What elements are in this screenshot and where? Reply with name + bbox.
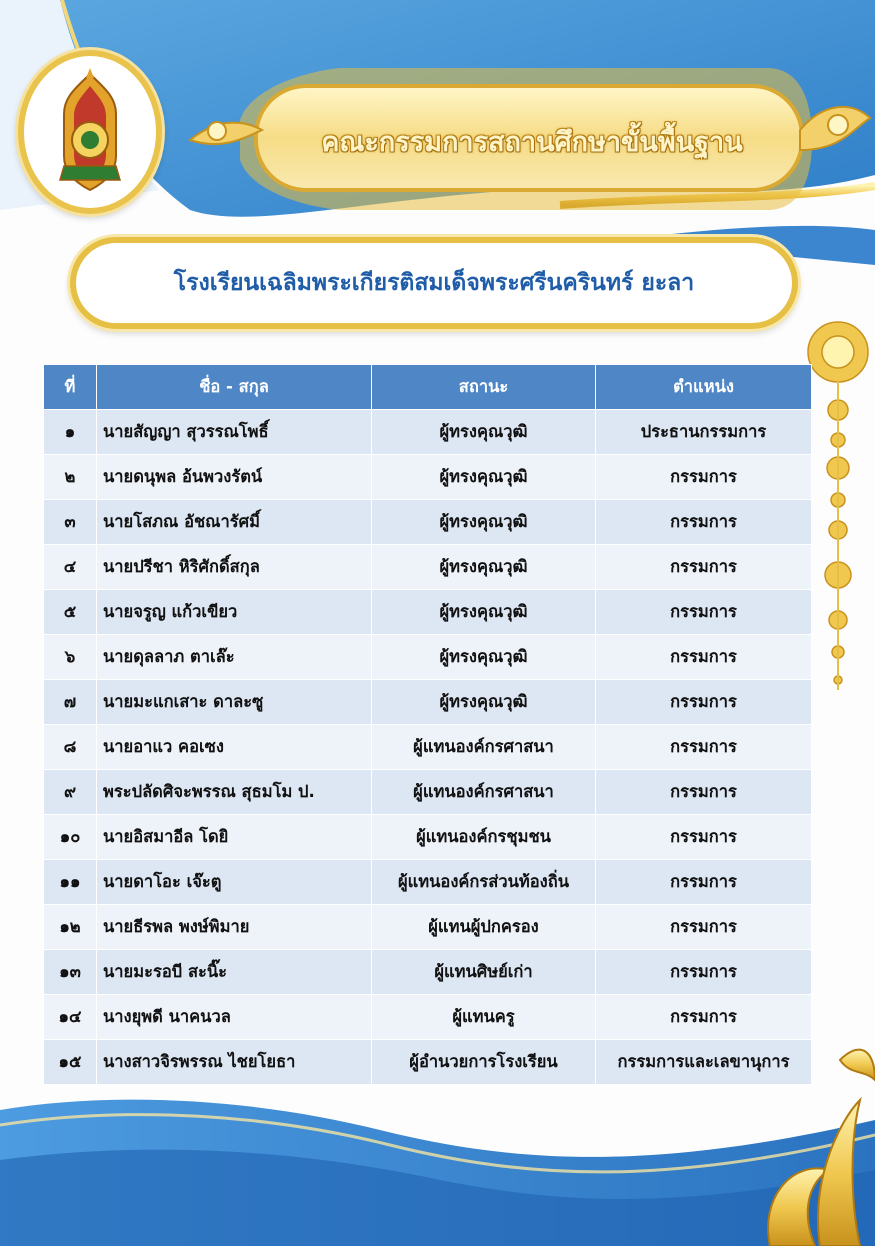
row-no: ๑๐ — [44, 815, 97, 860]
committee-title: คณะกรรมการสถานศึกษาขั้นพื้นฐาน — [321, 126, 743, 158]
row-name: นายโสภณ อัชณารัศมิ์ — [97, 500, 372, 545]
row-name: นายดนุพล อ้นพวงรัตน์ — [97, 455, 372, 500]
table-row — [44, 860, 812, 905]
row-status: ผู้แทนผู้ปกครอง — [372, 905, 596, 950]
row-name: นางยุพดี นาคนวล — [97, 995, 372, 1040]
row-status: ผู้ทรงคุณวุฒิ — [372, 500, 596, 545]
row-status: ผู้แทนองค์กรส่วนท้องถิ่น — [372, 860, 596, 905]
row-no: ๒ — [44, 455, 97, 500]
row-name: นายธีรพล พงษ์พิมาย — [97, 905, 372, 950]
row-position: กรรมการ — [596, 455, 812, 500]
header-status: สถานะ — [372, 365, 596, 410]
row-position: กรรมการ — [596, 635, 812, 680]
row-name: นายมะแกเสาะ ดาละซู — [97, 680, 372, 725]
row-status: ผู้แทนครู — [372, 995, 596, 1040]
table-row — [44, 545, 812, 590]
row-position: กรรมการ — [596, 725, 812, 770]
table-row — [44, 950, 812, 995]
row-status: ผู้ทรงคุณวุฒิ — [372, 545, 596, 590]
school-name: โรงเรียนเฉลิมพระเกียรติสมเด็จพระศรีนครินทร์ ยะลา — [173, 270, 695, 296]
table-row — [44, 590, 812, 635]
row-position: กรรมการ — [596, 590, 812, 635]
row-no: ๓ — [44, 500, 97, 545]
row-no: ๗ — [44, 680, 97, 725]
row-status: ผู้แทนศิษย์เก่า — [372, 950, 596, 995]
row-no: ๑๑ — [44, 860, 97, 905]
row-name: นายจรูญ แก้วเขียว — [97, 590, 372, 635]
table-row — [44, 500, 812, 545]
row-status: ผู้แทนองค์กรศาสนา — [372, 770, 596, 815]
row-no: ๘ — [44, 725, 97, 770]
committee-members-table — [43, 364, 812, 1085]
row-position: กรรมการ — [596, 770, 812, 815]
table-row — [44, 770, 812, 815]
table-row — [44, 995, 812, 1040]
table-header-row — [44, 365, 812, 410]
row-position: ประธานกรรมการ — [596, 410, 812, 455]
row-name: นางสาวจิรพรรณ ไชยโยธา — [97, 1040, 372, 1085]
row-name: พระปลัดศิจะพรรณ สุธมโม ป. — [97, 770, 372, 815]
school-name-box — [70, 237, 798, 329]
table-row — [44, 455, 812, 500]
row-name: นายสัญญา สุวรรณโพธิ์ — [97, 410, 372, 455]
row-position: กรรมการ — [596, 500, 812, 545]
row-no: ๖ — [44, 635, 97, 680]
table-row — [44, 680, 812, 725]
row-position: กรรมการและเลขานุการ — [596, 1040, 812, 1085]
row-status: ผู้อำนวยการโรงเรียน — [372, 1040, 596, 1085]
row-no: ๑๔ — [44, 995, 97, 1040]
row-status: ผู้ทรงคุณวุฒิ — [372, 455, 596, 500]
row-status: ผู้ทรงคุณวุฒิ — [372, 410, 596, 455]
obec-emblem-logo — [18, 50, 162, 214]
table-row — [44, 410, 812, 455]
row-no: ๕ — [44, 590, 97, 635]
row-no: ๔ — [44, 545, 97, 590]
row-name: นายปรีชา หิริศักดิ์สกุล — [97, 545, 372, 590]
row-status: ผู้ทรงคุณวุฒิ — [372, 680, 596, 725]
row-name: นายอาแว คอเซง — [97, 725, 372, 770]
row-no: ๑ — [44, 410, 97, 455]
row-status: ผู้ทรงคุณวุฒิ — [372, 635, 596, 680]
row-name: นายดาโอะ เจ๊ะตู — [97, 860, 372, 905]
row-status: ผู้แทนองค์กรศาสนา — [372, 725, 596, 770]
row-position: กรรมการ — [596, 545, 812, 590]
row-status: ผู้แทนองค์กรชุมชน — [372, 815, 596, 860]
table-row — [44, 725, 812, 770]
row-no: ๑๓ — [44, 950, 97, 995]
table-row — [44, 1040, 812, 1085]
header-name: ชื่อ - สกุล — [97, 365, 372, 410]
row-position: กรรมการ — [596, 950, 812, 995]
row-no: ๑๒ — [44, 905, 97, 950]
row-position: กรรมการ — [596, 905, 812, 950]
table-row — [44, 905, 812, 950]
row-name: นายมะรอบี สะนิ๊ะ — [97, 950, 372, 995]
header-no: ที่ — [44, 365, 97, 410]
row-position: กรรมการ — [596, 815, 812, 860]
row-no: ๑๕ — [44, 1040, 97, 1085]
table-row — [44, 815, 812, 860]
row-position: กรรมการ — [596, 680, 812, 725]
row-position: กรรมการ — [596, 860, 812, 905]
table-row — [44, 635, 812, 680]
row-no: ๙ — [44, 770, 97, 815]
row-status: ผู้ทรงคุณวุฒิ — [372, 590, 596, 635]
row-name: นายอิสมาอีล โดยิ — [97, 815, 372, 860]
header-position: ตำแหน่ง — [596, 365, 812, 410]
row-position: กรรมการ — [596, 995, 812, 1040]
row-name: นายดุลลาภ ตาเล๊ะ — [97, 635, 372, 680]
